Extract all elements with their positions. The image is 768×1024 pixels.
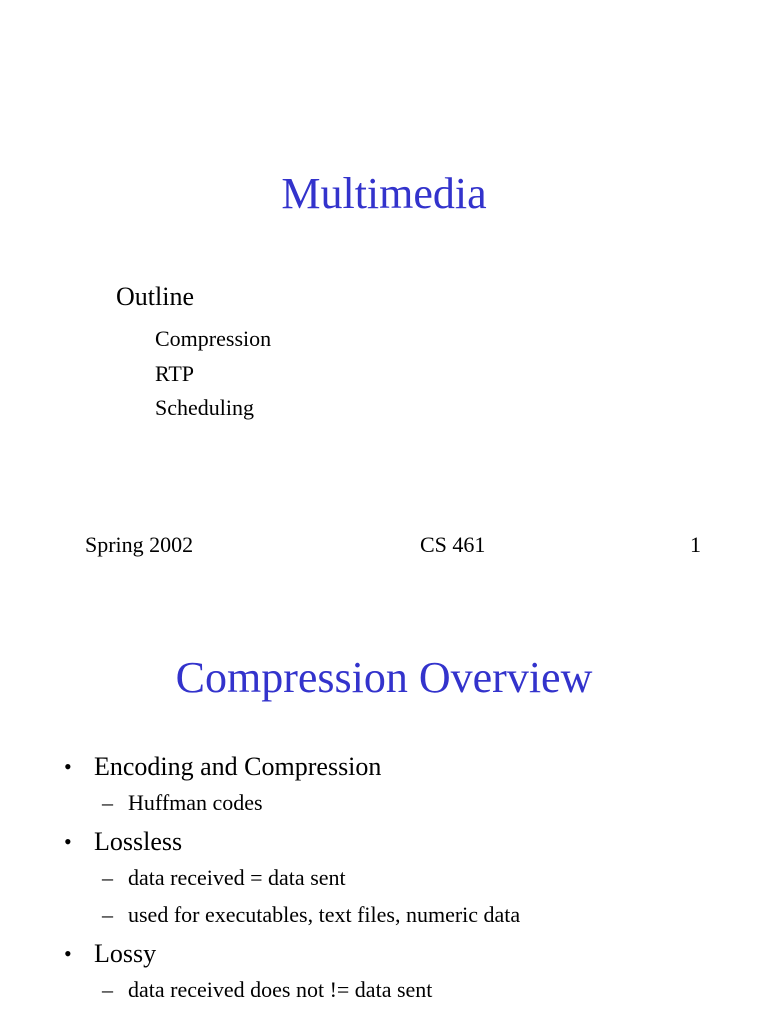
dash-icon: – [102,865,113,890]
sub-item [94,859,752,896]
footer-page-number: 1 [690,532,701,557]
sub-list [94,971,752,1008]
bullet-icon: • [64,941,72,966]
outline-item-rtp: RTP [155,360,195,386]
slide-2 [0,590,768,1024]
sub-text: data received does not != data sent [128,977,433,1002]
bullet-icon: • [64,829,72,854]
bullet-text: Encoding and Compression [94,752,382,781]
dash-icon: – [102,790,113,815]
sub-item [94,784,752,821]
slide-title: Multimedia [281,169,487,218]
outline-list [155,322,271,426]
sub-text: used for executables, text files, numeric data [128,902,521,927]
dash-icon: – [102,902,113,927]
bullet-item [62,750,752,821]
bullet-item [62,825,752,933]
sub-list [94,784,752,821]
bullet-text: Lossless [94,827,183,856]
sub-item [94,896,752,933]
outline-heading: Outline [116,282,194,311]
sub-text: Huffman codes [128,790,263,815]
outline-item-compression: Compression [155,326,272,351]
sub-list [94,859,752,933]
bullet-text: Lossy [94,939,157,968]
outline-item-scheduling: Scheduling [155,395,254,420]
footer-course: CS 461 [420,532,486,557]
dash-icon: – [102,977,113,1002]
sub-text: data received = data sent [128,865,346,890]
sub-item [94,971,752,1008]
bullet-icon: • [64,754,72,779]
slide-title: Compression Overview [175,653,593,702]
bullet-item [62,937,752,1008]
footer-term: Spring 2002 [85,532,194,557]
bullet-list [62,750,752,1012]
